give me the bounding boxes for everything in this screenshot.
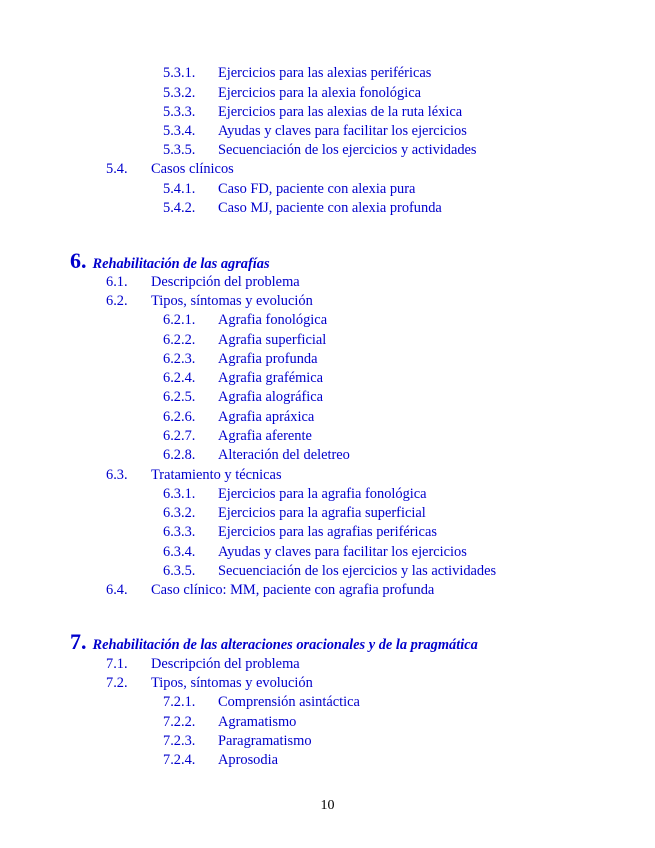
toc-entry-number: 7.2. xyxy=(106,675,128,691)
toc-entry-link[interactable]: Agrafia aferente xyxy=(218,428,312,444)
toc-entry-number: 7.2.1. xyxy=(163,694,196,710)
toc-entry-number: 6.3. xyxy=(106,467,128,483)
toc-entry-number: 5.4. xyxy=(106,161,128,177)
toc-entry-link[interactable]: Agrafia apráxica xyxy=(218,409,315,425)
toc-entry-link[interactable]: Caso MJ, paciente con alexia profunda xyxy=(218,200,442,216)
toc-entry-number: 5.3.5. xyxy=(163,142,196,158)
toc-entry-number: 6.3.3. xyxy=(163,524,196,540)
toc-entry-link[interactable]: Caso clínico: MM, paciente con agrafia profunda xyxy=(151,582,435,598)
toc-entry-number: 6.2.7. xyxy=(163,428,196,444)
toc-entry-link[interactable]: Comprensión asintáctica xyxy=(218,694,360,710)
toc-entry-number: 6.3.5. xyxy=(163,563,196,579)
chapter-number: 7. xyxy=(70,629,87,654)
toc-entry-link[interactable]: Agrafia alográfica xyxy=(218,389,324,405)
toc-entry-number: 7.1. xyxy=(106,656,128,672)
toc-entry-link[interactable]: Ayudas y claves para facilitar los ejercicios xyxy=(218,544,467,560)
toc-entry-link[interactable]: Secuenciación de los ejercicios y actividades xyxy=(218,142,477,158)
toc-entry-number: 7.2.4. xyxy=(163,752,196,768)
toc-entry-number: 6.2.5. xyxy=(163,389,196,405)
toc-entry-number: 5.3.1. xyxy=(163,65,196,81)
toc-entry-link[interactable]: Tratamiento y técnicas xyxy=(151,467,282,483)
toc-entry-number: 6.1. xyxy=(106,274,128,290)
chapter-number: 6. xyxy=(70,248,87,273)
chapter-7-heading[interactable] xyxy=(70,629,478,655)
toc-entry-link[interactable]: Secuenciación de los ejercicios y las actividades xyxy=(218,563,497,579)
toc-entry-link[interactable]: Ejercicios para la alexia fonológica xyxy=(218,85,421,101)
toc-entry-link[interactable]: Paragramatismo xyxy=(218,733,312,749)
toc-entry-link[interactable]: Ejercicios para las alexias de la ruta léxica xyxy=(218,104,463,120)
chapter-title-link[interactable]: Rehabilitación de las alteraciones oracionales y de la pragmática xyxy=(92,637,478,653)
toc-entry-number: 6.3.2. xyxy=(163,505,196,521)
toc-entry-link[interactable]: Agrafia superficial xyxy=(218,332,327,348)
toc-entry-number: 7.2.3. xyxy=(163,733,196,749)
toc-entry-link[interactable]: Agrafia profunda xyxy=(218,351,318,367)
toc-entry-number: 6.2.3. xyxy=(163,351,196,367)
toc-entry-number: 6.2.1. xyxy=(163,312,196,328)
toc-entry-link[interactable]: Ejercicios para la agrafia superficial xyxy=(218,505,426,521)
toc-entry-number: 6.2.2. xyxy=(163,332,196,348)
toc-entry-number: 5.4.2. xyxy=(163,200,196,216)
toc-entry-number: 5.3.3. xyxy=(163,104,196,120)
toc-entry-number: 6.3.4. xyxy=(163,544,196,560)
chapter-title-link[interactable]: Rehabilitación de las agrafías xyxy=(92,256,270,272)
toc-entry-link[interactable]: Descripción del problema xyxy=(151,656,300,672)
toc-entry-number: 7.2.2. xyxy=(163,714,196,730)
toc-entry-link[interactable]: Ejercicios para las agrafias periféricas xyxy=(218,524,437,540)
toc-entry-number: 5.3.4. xyxy=(163,123,196,139)
toc-entry-number: 5.4.1. xyxy=(163,181,196,197)
toc-entry-number: 5.3.2. xyxy=(163,85,196,101)
toc-entry-link[interactable]: Agramatismo xyxy=(218,714,297,730)
toc-entry-link[interactable]: Agrafia grafémica xyxy=(218,370,324,386)
toc-entry-link[interactable]: Tipos, síntomas y evolución xyxy=(151,293,313,309)
toc-entry-number: 6.2.8. xyxy=(163,447,196,463)
toc-entry-link[interactable]: Caso FD, paciente con alexia pura xyxy=(218,181,416,197)
toc-entry-number: 6.2.4. xyxy=(163,370,196,386)
page-number: 10 xyxy=(320,798,335,813)
toc-entry-number: 6.2. xyxy=(106,293,128,309)
toc-entry-link[interactable]: Ayudas y claves para facilitar los ejercicios xyxy=(218,123,467,139)
toc-entry-link[interactable]: Aprosodia xyxy=(218,752,278,768)
toc-entry-link[interactable]: Casos clínicos xyxy=(151,161,234,177)
toc-entry-link[interactable]: Alteración del deletreo xyxy=(218,447,350,463)
toc-entry-number: 6.4. xyxy=(106,582,128,598)
toc-entry-link[interactable]: Tipos, síntomas y evolución xyxy=(151,675,313,691)
toc-entry-number: 6.3.1. xyxy=(163,486,196,502)
toc-entry-link[interactable]: Agrafia fonológica xyxy=(218,312,328,328)
toc-entry-link[interactable]: Ejercicios para las alexias periféricas xyxy=(218,65,432,81)
toc-entry-link[interactable]: Descripción del problema xyxy=(151,274,300,290)
toc-entry-number: 6.2.6. xyxy=(163,409,196,425)
chapter-6-heading[interactable] xyxy=(70,248,270,274)
toc-entry-link[interactable]: Ejercicios para la agrafia fonológica xyxy=(218,486,427,502)
